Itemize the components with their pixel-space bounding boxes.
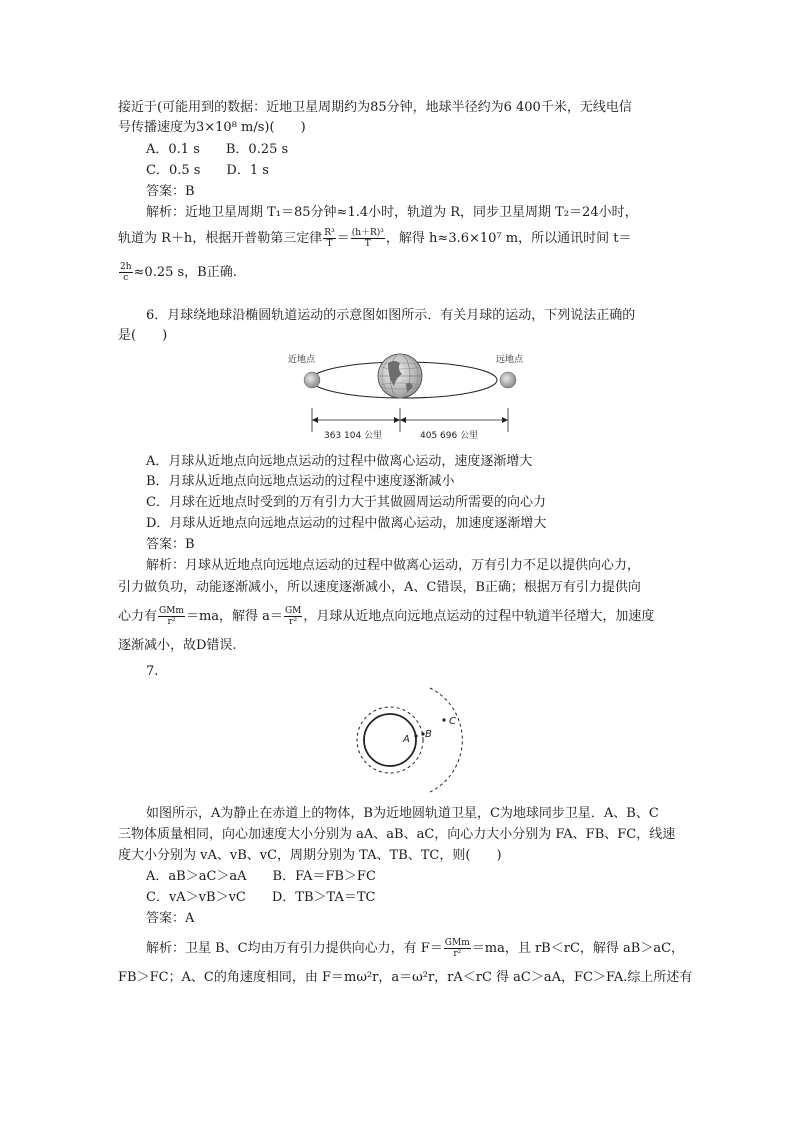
q7-analysis-text: 解析：卫星 B、C均由万有引力提供向心力，有 F＝ [146, 941, 443, 956]
q6-analysis-line-1: 解析：月球从近地点向远地点运动的过程中做离心运动，万有引力不足以提供向心力， [146, 558, 641, 573]
q6-answer: 答案：B [146, 537, 195, 552]
label-b: B [425, 729, 432, 740]
label-c: C [449, 716, 456, 727]
q6-analysis-text: ，月球从近地点向远地点运动的过程中轨道半径增大，加速度 [303, 609, 655, 624]
q6-analysis-line-3 [118, 606, 654, 627]
fraction [158, 606, 185, 627]
earth-globe-icon [378, 354, 422, 398]
moon-orbit-figure [270, 346, 540, 442]
fraction-numerator: GMm [159, 606, 184, 616]
q5-analysis-line-1: 解析：近地卫星周期 T₁＝85分钟≈1.4小时，轨道为 R，同步卫星周期 T₂＝24小时， [146, 205, 638, 220]
q5-stem-line-2: 号传播速度为3×10⁸ m/s)( ) [118, 120, 306, 135]
point-c-marker [442, 718, 445, 721]
point-a-marker [414, 734, 417, 737]
q6-analysis-line-4: 逐渐减小，故D错误. [118, 638, 237, 653]
q7-options-row-1: A．aB＞aC＞aA B．FA＝FB＞FC [146, 869, 376, 884]
label-a: A [403, 734, 410, 745]
label-perigee: 近地点 [288, 355, 316, 365]
q5-analysis-text: 轨道为 R＋h，根据开普勒第三定律 [118, 231, 323, 246]
q7-stem-line-1: 如图所示，A为静止在赤道上的物体，B为近地圆轨道卫星，C为地球同步卫星．A、B、C [146, 806, 659, 821]
q6-option-d: D．月球从近地点向远地点运动的过程中做离心运动，加速度逐渐增大 [146, 516, 547, 531]
q6-analysis-text: 心力有 [118, 609, 158, 624]
fraction-numerator: GM [284, 606, 302, 616]
fraction-denominator: T [326, 239, 333, 249]
orbit-figure [330, 684, 470, 796]
near-earth-orbit [357, 707, 423, 773]
q6-analysis-text: ＝ma，解得 a＝ [185, 609, 283, 624]
fraction [444, 938, 471, 959]
q5-analysis-line-3 [118, 262, 237, 283]
q7-number: 7. [146, 664, 159, 679]
q5-analysis-text: ≈0.25 s，B正确. [133, 265, 237, 280]
q5-stem-line-1: 接近于(可能用到的数据：近地卫星周期约为85分钟，地球半径约为6 400千米，无线电信 [118, 100, 632, 115]
label-apogee: 远地点 [496, 355, 524, 365]
q7-analysis-line-1 [146, 938, 684, 959]
fraction [284, 606, 302, 627]
q6-option-a: A．月球从近地点向远地点运动的过程中做离心运动，速度逐渐增大 [146, 454, 533, 469]
fraction [323, 228, 335, 249]
equals-sign: ＝ [336, 231, 350, 246]
q5-options-row-2: C．0.5 s D．1 s [146, 163, 269, 178]
fraction-numerator: (h＋R)³ [351, 228, 384, 238]
fraction-numerator: GMm [444, 938, 470, 948]
dist-apogee: 405 696 公里 [420, 431, 479, 441]
q7-options-row-2: C．vA＞vB＞vC D．TB＞TA＝TC [146, 890, 376, 905]
fraction-numerator: 2h [120, 262, 132, 272]
q6-analysis-line-2: 引力做负功，动能逐渐减小，所以速度逐渐减小，A、C错误，B正确；根据万有引力提供向 [118, 580, 641, 595]
moon-icon [500, 372, 516, 388]
q6-stem-line-2: 是( ) [118, 328, 168, 343]
fraction [119, 262, 133, 283]
q5-analysis-line-2 [118, 228, 631, 249]
q6-option-b: B．月球从近地点向远地点运动的过程中速度逐渐减小 [146, 474, 455, 489]
q7-answer: 答案：A [146, 911, 195, 926]
q7-stem-line-3: 度大小分别为 vA、vB、vC，周期分别为 TA、TB、TC，则( ) [118, 848, 502, 863]
moon-icon [304, 372, 320, 388]
q5-options-row-1: A．0.1 s B．0.25 s [146, 142, 289, 157]
fraction [351, 228, 385, 249]
q6-stem-line-1: 6．月球绕地球沿椭圆轨道运动的示意图如图所示．有关月球的运动，下列说法正确的 [146, 308, 636, 323]
q6-option-c: C．月球在近地点时受到的万有引力大于其做圆周运动所需要的向心力 [146, 495, 546, 510]
q7-analysis-text: ＝ma，且 rB＜rC，解得 aB＞aC， [471, 941, 685, 956]
three-orbits-diagram [330, 684, 470, 796]
moon-orbit-diagram [270, 346, 540, 442]
q5-answer: 答案：B [146, 184, 195, 199]
fraction-denominator: r² [289, 617, 298, 627]
dist-perigee: 363 104 公里 [324, 431, 383, 441]
fraction-denominator: c [123, 273, 129, 283]
q7-stem-line-2: 三物体质量相同，向心加速度大小分别为 aA、aB、aC，向心力大小分别为 FA、FB、FC，线速 [118, 827, 676, 842]
q5-analysis-text: ，解得 h≈3.6×10⁷ m，所以通讯时间 t＝ [385, 231, 632, 246]
synchronous-orbit-arc [430, 688, 462, 792]
q7-analysis-line-2: FB＞FC；A、C的角速度相同，由 F＝mω²r，a＝ω²r，rA＜rC 得 aC＞aA，FC＞FA.综上所述有 [118, 970, 693, 985]
fraction-denominator: r² [453, 949, 462, 959]
fraction-denominator: r² [167, 617, 176, 627]
fraction-denominator: T [364, 239, 371, 249]
fraction-numerator: R³ [324, 228, 335, 238]
